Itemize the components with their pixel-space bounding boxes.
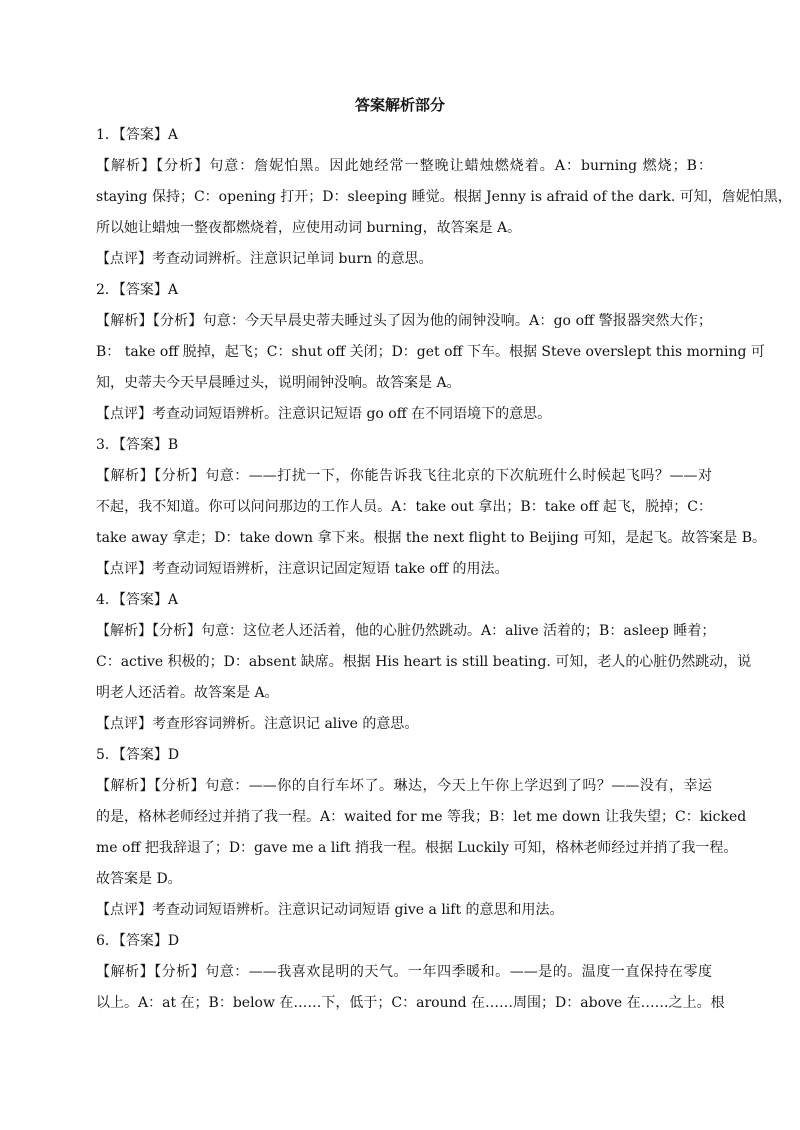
text-line: 1．【答案】A (96, 127, 179, 143)
text-line: 知，史蒂夫今天早晨睡过头，说明闹钟没响。故答案是 A。 (96, 375, 461, 391)
text-line: C：active 积极的；D：absent 缺席。根据 His heart is still beating. 可知，老人的心脏仍然跳动，说 (96, 654, 752, 670)
text-line: 【点评】考查动词短语辨析，注意识记固定短语 take off 的用法。 (96, 561, 509, 577)
text-line: 3．【答案】B (96, 437, 179, 453)
text-line: 【点评】考查动词短语辨析。注意识记动词短语 give a lift 的意思和用法。 (96, 902, 564, 918)
text-line: 【解析】【分析】句意：今天早晨史蒂夫睡过头了因为他的闹钟没响。A：go off 警报器突然大作； (96, 313, 712, 329)
text-line: 【解析】【分析】句意：詹妮怕黑。因此她经常一整晚让蜡烛燃烧着。A：burning 燃烧；B： (96, 158, 712, 174)
text-line: B： take off 脱掉，起飞；C：shut off 关闭；D：get off 下车。根据 Steve overslept this morning 可 (96, 344, 765, 360)
text-line: staying 保持；C：opening 打开；D：sleeping 睡觉。根据 Jenny is afraid of the dark. 可知，詹妮怕黑， (96, 189, 792, 205)
text-line: take away 拿走；D：take down 拿下来。根据 the next flight to Beijing 可知，是起飞。故答案是 B。 (96, 530, 766, 546)
text-line: 【点评】考查动词短语辨析。注意识记短语 go off 在不同语境下的意思。 (96, 406, 552, 422)
page-title: 答案解析部分 (354, 96, 445, 114)
text-line: 4．【答案】A (96, 592, 179, 608)
text-line: 的是，格林老师经过并捎了我一程。A：waited for me 等我；B：let me down 让我失望；C：kicked (96, 809, 747, 825)
text-line: 明老人还活着。故答案是 A。 (96, 685, 279, 701)
text-line: 不起，我不知道。你可以问问那边的工作人员。A：take out 拿出；B：take off 起飞，脱掉；C： (96, 499, 712, 515)
text-line: 【点评】考查形容词辨析。注意识记 alive 的意思。 (96, 716, 419, 732)
text-line: 【解析】【分析】句意：——打扰一下，你能告诉我飞往北京的下次航班什么时候起飞吗？——对 (96, 468, 712, 484)
answer-explanations (96, 120, 792, 1019)
text-line: 【解析】【分析】句意：——你的自行车坏了。琳达，今天上午你上学迟到了吗？——没有，幸运 (96, 778, 712, 794)
text-line: 5．【答案】D (96, 747, 180, 763)
text-line: 【点评】考查动词辨析。注意识记单词 burn 的意思。 (96, 251, 433, 267)
text-line: me off 把我辞退了；D：gave me a lift 捎我一程。根据 Luckily 可知，格林老师经过并捎了我一程。 (96, 840, 738, 856)
text-line: 以上。A：at 在；B：below 在……下，低于；C：around 在……周围；D：above 在……之上。根 (96, 995, 725, 1011)
text-line: 所以她让蜡烛一整夜都燃烧着，应使用动词 burning，故答案是 A。 (96, 220, 522, 236)
text-line: 2．【答案】A (96, 282, 179, 298)
text-line: 6．【答案】D (96, 933, 180, 949)
text-line: 【解析】【分析】句意：这位老人还活着，他的心脏仍然跳动。A：alive 活着的；B：asleep 睡着； (96, 623, 716, 639)
text-line: 【解析】【分析】句意：——我喜欢昆明的天气。一年四季暖和。——是的。温度一直保持在零度 (96, 964, 712, 980)
text-line: 故答案是 D。 (96, 871, 182, 887)
